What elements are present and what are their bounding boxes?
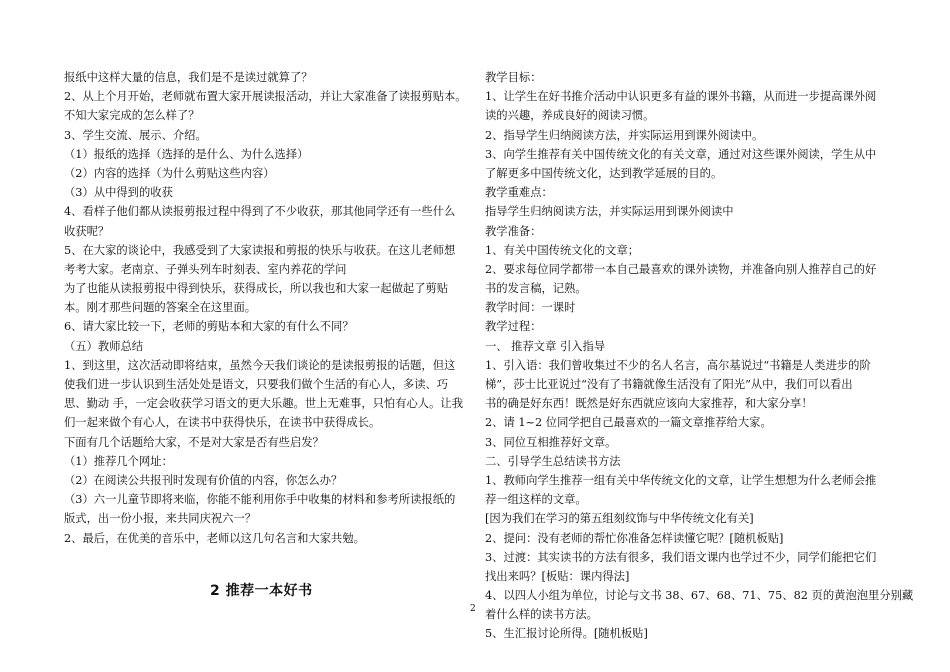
text-line: 读的兴趣，养成良好的阅读习惯。: [485, 109, 655, 123]
text-line: 使我们进一步认识到生活处处是语文，只要我们做个生活的有心人，多读、巧: [64, 378, 449, 391]
text-line: 3、同位互相推荐好文章。: [485, 435, 617, 449]
text-line: 书的确是好东西！既然是好东西就应该向大家推荐，和大家分享！: [485, 397, 813, 411]
text-line: 不知大家完成的怎么样了？: [64, 109, 200, 123]
text-line: 2、请 1~2 位同学把自己最喜欢的一篇文章推荐给大家。: [485, 416, 772, 430]
text-line: 1、有关中国传统文化的文章；: [485, 243, 640, 257]
text-line: 版式，出一份小报，来共同庆祝六一？: [64, 512, 257, 526]
text-line: 3、向学生推荐有关中国传统文化的有关文章，通过对这些课外阅读，学生从中: [485, 147, 877, 161]
text-line: 为了也能从读报剪报中得到快乐，获得成长，所以我也和大家一起做起了剪贴: [64, 282, 449, 296]
text-line: 2、提问：没有老师的帮忙你准备怎样读懂它呢？[随机板贴]: [485, 531, 784, 545]
text-line: （3）六一儿童节即将来临，你能不能利用你手中收集的材料和参考所读报纸的: [64, 493, 456, 507]
text-line: 1、到这里，这次活动即将结束，虽然今天我们谈论的是读报剪报的话题，但这: [64, 358, 456, 372]
text-line: 书的发言稿，记熟。: [485, 282, 587, 296]
text-line: 6、请大家比较一下，老师的剪贴本和大家的有什么不同？: [64, 320, 354, 334]
section-heading: 2 推荐一本好书: [210, 583, 313, 599]
text-line: 1、引入语：我们曾收集过不少的名人名言，高尔基说过“书籍是人类进步的阶: [485, 358, 871, 372]
text-line: 二、引导学生总结读书方法: [485, 454, 621, 468]
text-line: 1、教师向学生推荐一组有关中华传统文化的文章，让学生想想为什么老师会推: [485, 473, 877, 487]
text-line: 报纸中这样大量的信息，我们是不是读过就算了？: [64, 71, 313, 84]
text-line: 4、看样子他们都从读报剪报过程中得到了不少收获，那其他同学还有一些什么: [64, 205, 456, 219]
text-line: 本。刚才那些问题的答案全在这里面。: [64, 301, 257, 315]
text-line: 2、指导学生归纳阅读方法，并实际运用到课外阅读中。: [485, 128, 764, 142]
text-line: 5、在大家的谈论中，我感受到了大家读报和剪报的快乐与收获。在这儿老师想: [64, 243, 456, 257]
text-line: 考考大家。老南京、子弹头列车时刻表、室内养花的学问: [64, 262, 347, 276]
left-column: [64, 68, 474, 548]
page-number: 2: [470, 604, 476, 614]
text-line: （2）内容的选择（为什么剪贴这些内容）: [64, 166, 275, 180]
text-line: 了解更多中国传统文化，达到教学延展的目的。: [485, 166, 723, 180]
text-line: （五）教师总结: [64, 339, 144, 353]
text-line: 教学时间：一课时: [485, 301, 576, 315]
text-line: 2、要求每位同学都带一本自己最喜欢的课外读物，并准备向别人推荐自己的好: [485, 262, 877, 276]
text-line: 思、勤动 手，一定会收获学习语文的更大乐趣。世上无难事，只怕有心人。让我: [64, 397, 463, 411]
text-line: [因为我们在学习的第五组刻纹饰与中华传统文化有关]: [485, 512, 754, 526]
text-line: 收获呢？: [64, 224, 110, 238]
text-line: 梯”，莎士比亚说过“没有了书籍就像生活没有了阳光”从中，我们可以看出: [485, 378, 853, 391]
text-line: 3、过渡：其实读书的方法有很多，我们语文课内也学过不少，同学们能把它们: [485, 550, 877, 564]
text-line: 找出来吗？[板贴：课内得法]: [485, 569, 630, 583]
text-line: 指导学生归纳阅读方法，并实际运用到课外阅读中: [485, 205, 734, 219]
text-line: （1）推荐几个网址：: [64, 454, 173, 468]
text-line: 3、学生交流、展示、介绍。: [64, 128, 207, 142]
text-line: 下面有几个话题给大家，不是对大家是否有些启发？: [64, 435, 324, 449]
text-line: 荐一组这样的文章。: [485, 493, 587, 507]
text-line: 2、从上个月开始，老师就布置大家开展读报活动，并让大家准备了读报剪贴本。: [64, 90, 467, 104]
text-line: 4、以四人小组为单位，讨论与文书 38、67、68、71、75、82 页的黄泡泡里分别藏: [485, 589, 914, 603]
text-line: 1、让学生在好书推介活动中认识更多有益的课外书籍，从而进一步提高课外阅: [485, 90, 877, 104]
text-line: 教学过程：: [485, 320, 542, 334]
text-line: 2、最后，在优美的音乐中，老师以这几句名言和大家共勉。: [64, 531, 365, 545]
text-line: 着什么样的读书方法。: [485, 608, 598, 622]
text-line: 教学准备：: [485, 224, 542, 238]
text-line: 5、生汇报讨论所得。[随机板贴]: [485, 627, 648, 641]
text-line: 教学重难点：: [485, 186, 553, 200]
right-column: [485, 68, 914, 644]
text-line: （3）从中得到的收获: [64, 186, 173, 200]
text-line: 们一起来做个有心人，在读书中获得快乐，在读书中获得成长。: [64, 416, 381, 430]
text-line: （1）报纸的选择（选择的是什么、为什么选择）: [64, 147, 309, 161]
text-line: （2）在阅读公共报刊时发现有价值的内容，你怎么办？: [64, 473, 343, 487]
text-line: 一、 推荐文章 引入指导: [485, 339, 606, 353]
text-line: 教学目标：: [485, 71, 542, 84]
